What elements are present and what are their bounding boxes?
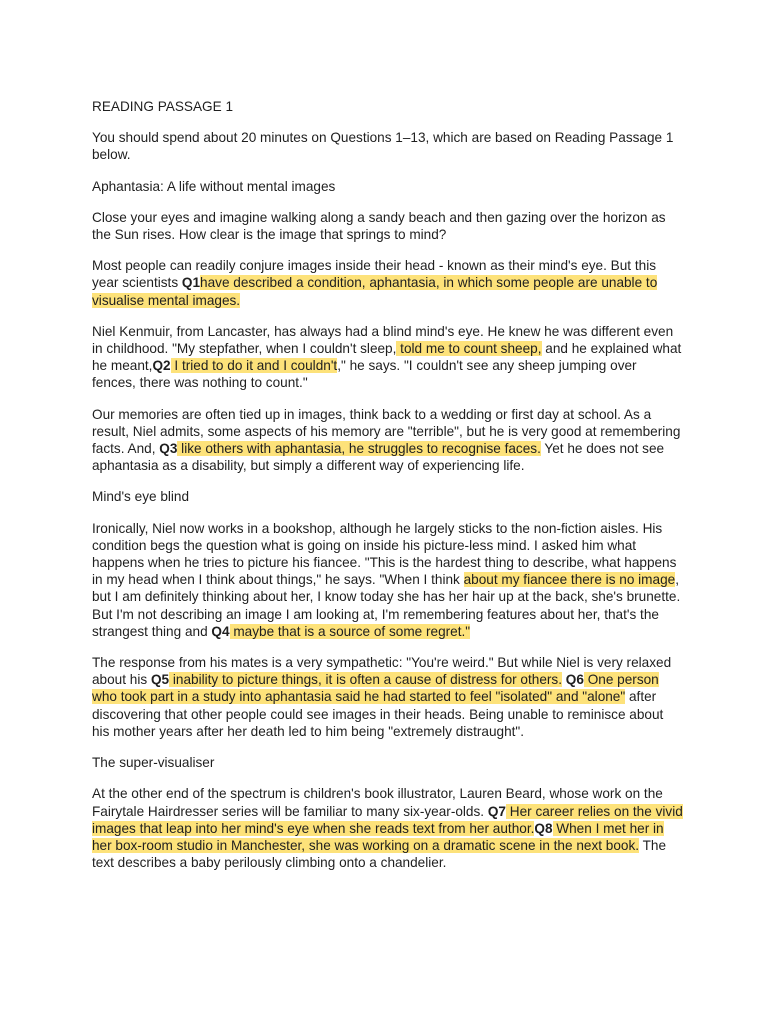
highlight: about my fiancee there is no image (463, 572, 676, 588)
question-marker-q6: Q6 (565, 672, 584, 688)
text: and he explained what he meant, (92, 341, 682, 374)
text: At the other end of the spectrum is children's book illustrator, Lauren Beard, whose work on the Fairytale Hairdresser series will be familiar to many six-year-olds. (92, 786, 663, 819)
paragraph-4 (92, 406, 684, 475)
subheading-minds-eye-blind: Mind's eye blind (92, 489, 190, 505)
highlight-q5: inability to picture things, it is often a cause of distress for others. (169, 672, 562, 688)
paragraph-5 (92, 520, 684, 640)
text: after discovering that other people could see images in their heads. Being unable to reminisce about his mother years after her death led to him being "extremely distraught". (92, 689, 664, 739)
text: ," he says. "I couldn't see any sheep jumping over fences, there was nothing to count." (92, 358, 637, 391)
question-marker-q7: Q7 (487, 803, 506, 819)
text: Yet he does not see aphantasia as a disability, but simply a different way of experiencing life. (92, 441, 665, 474)
highlight-q6: One person who took part in a study into aphantasia said he had started to feel "isolated" and "alone" (92, 672, 659, 705)
question-marker-q5: Q5 (150, 672, 170, 688)
text: Niel Kenmuir, from Lancaster, has always had a blind mind's eye. He knew he was different even in childhood. "My stepfather, when I couldn't sleep, (92, 323, 674, 357)
highlight-q8: When I met her in her box-room studio in Manchester, she was working on a dramatic scene in the next book. (92, 820, 664, 853)
text: The response from his mates is a very sympathetic: "You're weird." But while Niel is very relaxed about his (92, 655, 672, 688)
paragraph-2 (92, 257, 684, 309)
text: Ironically, Niel now works in a bookshop, although he largely sticks to the non-fiction aisles. His condition begs the question what is going on inside his picture-less mind. I asked him what happens when he tries to picture his fiancee. "This is the hardest thing to describe, what happens in my head when I think about things," he says. "When I think (92, 520, 677, 588)
text: Our memories are often tied up in images, think back to a wedding or first day at school. As a result, Niel admits, some aspects of his memory are "terrible", but he is very good at remembering facts. And, (92, 406, 681, 457)
paragraph-3 (92, 323, 684, 392)
article-title: Aphantasia: A life without mental images (92, 178, 336, 194)
highlight-q3: like others with aphantasia, he struggles to recognise faces. (177, 441, 541, 457)
highlight-q2: I tried to do it and I couldn't (170, 358, 338, 374)
subheading-super-visualiser: The super-visualiser (92, 755, 215, 771)
paragraph-6 (92, 654, 684, 740)
paragraph-1: Close your eyes and imagine walking along a sandy beach and then gazing over the horizon as the Sun rises. How clear is the image that springs to mind? (92, 209, 666, 243)
highlight-q7: Her career relies on the vivid images that leap into her mind's eye when she reads text from her author. (92, 803, 683, 836)
highlight: told me to count sheep, (396, 341, 542, 357)
question-marker-q8: Q8 (534, 820, 553, 836)
text: , but I am definitely thinking about her, I know today she has her hair up at the back, she's brunette. But I'm not describing an image I am looking at, I'm remembering features about her, that's the strangest thing and (92, 572, 681, 639)
passage-heading: READING PASSAGE 1 (92, 99, 234, 114)
text: The text describes a baby perilously climbing onto a chandelier. (92, 837, 667, 871)
text: Most people can readily conjure images inside their head - known as their mind's eye. But this year scientists (92, 258, 657, 291)
paragraph-7 (92, 785, 684, 871)
question-marker-q3: Q3 (159, 441, 178, 457)
instructions: You should spend about 20 minutes on Questions 1–13, which are based on Reading Passage 1 below. (92, 130, 674, 163)
highlight-q4: maybe that is a source of some regret." (229, 623, 471, 639)
question-marker-q2: Q2 (152, 358, 171, 374)
highlight-q1: have described a condition, aphantasia, in which some people are unable to visualise mental images. (92, 275, 658, 308)
question-marker-q1: Q1 (181, 275, 201, 291)
question-marker-q4: Q4 (211, 623, 230, 639)
document-page (92, 98, 684, 885)
